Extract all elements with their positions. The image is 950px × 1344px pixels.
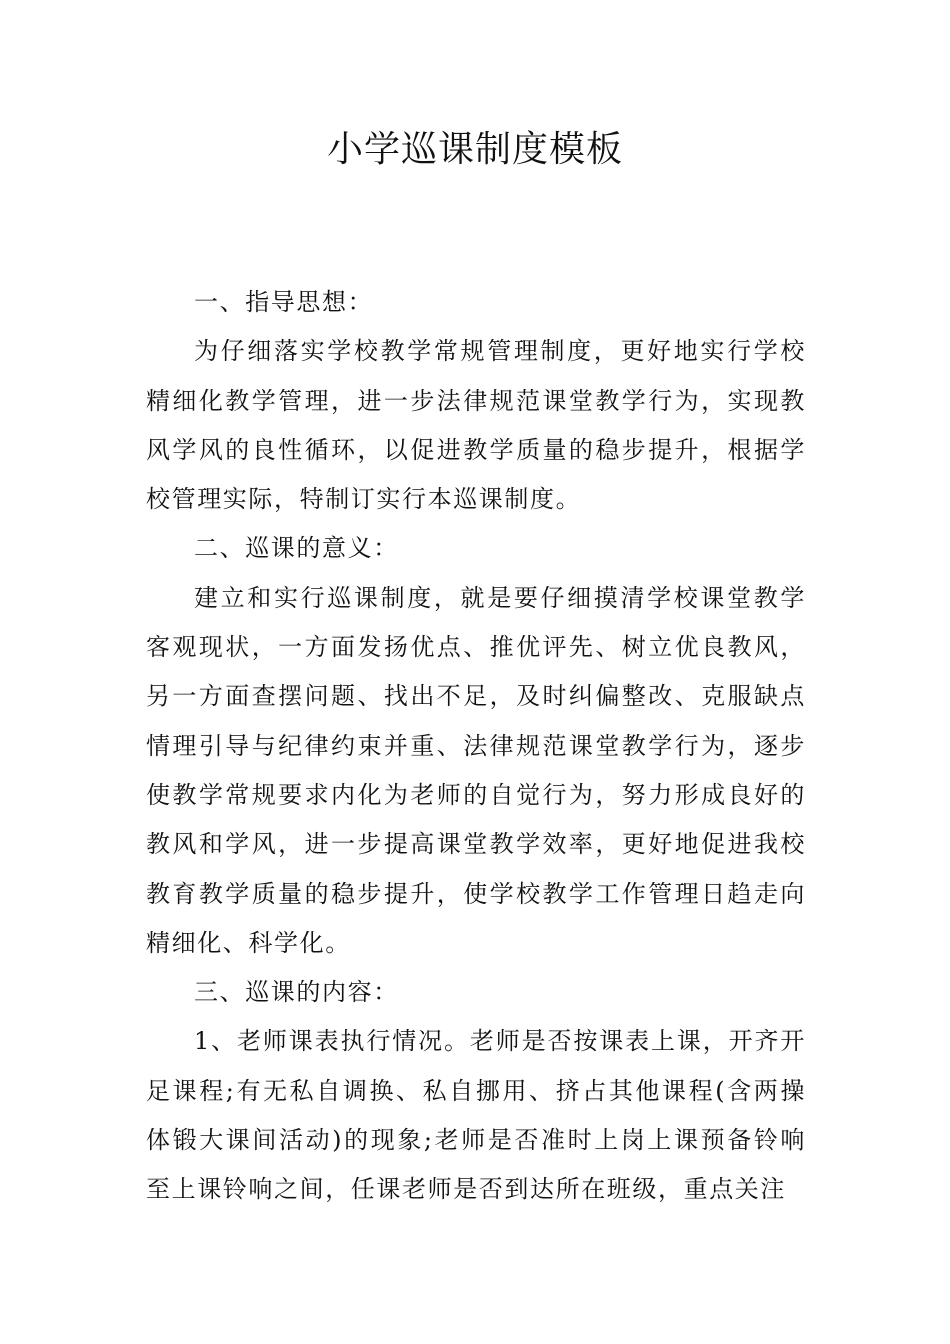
paragraph-guiding-ideology: 为仔细落实学校教学常规管理制度，更好地实行学校精细化教学管理，进一步法律规范课堂教学行为，实现教风学风的良性循环，以促进教学质量的稳步提升，根据学校管理实际，特制订实行本巡课制度。: [146, 337, 806, 514]
document-title: 小学巡课制度模板: [326, 129, 623, 170]
paragraph-content-item-1: 1、老师课表执行情况。老师是否按课表上课，开齐开足课程;有无私自调换、私自挪用、挤占其他课程(含两操体锻大课间活动)的现象;老师是否准时上岗上课预备铃响至上课铃响之间，任课老师是否到达所在班级，重点关注: [146, 1027, 806, 1204]
section-heading-content: 三、巡课的内容：: [194, 978, 399, 1007]
section-heading-significance: 二、巡课的意义：: [194, 534, 399, 563]
document-body: [146, 278, 806, 1215]
section-heading-guiding-ideology: 一、指导思想：: [194, 288, 374, 316]
paragraph-significance: 建立和实行巡课制度，就是要仔细摸清学校课堂教学客观现状，一方面发扬优点、推优评先、树立优良教风，另一方面查摆问题、找出不足，及时纠偏整改、克服缺点情理引导与纪律约束并重、法律规范课堂教学行为，逐步使教学常规要求内化为老师的自觉行为，努力形成良好的教风和学风，进一步提高课堂教学效率，更好地促进我校教育教学质量的稳步提升，使学校教学工作管理日趋走向精细化、科学化。: [146, 583, 806, 957]
